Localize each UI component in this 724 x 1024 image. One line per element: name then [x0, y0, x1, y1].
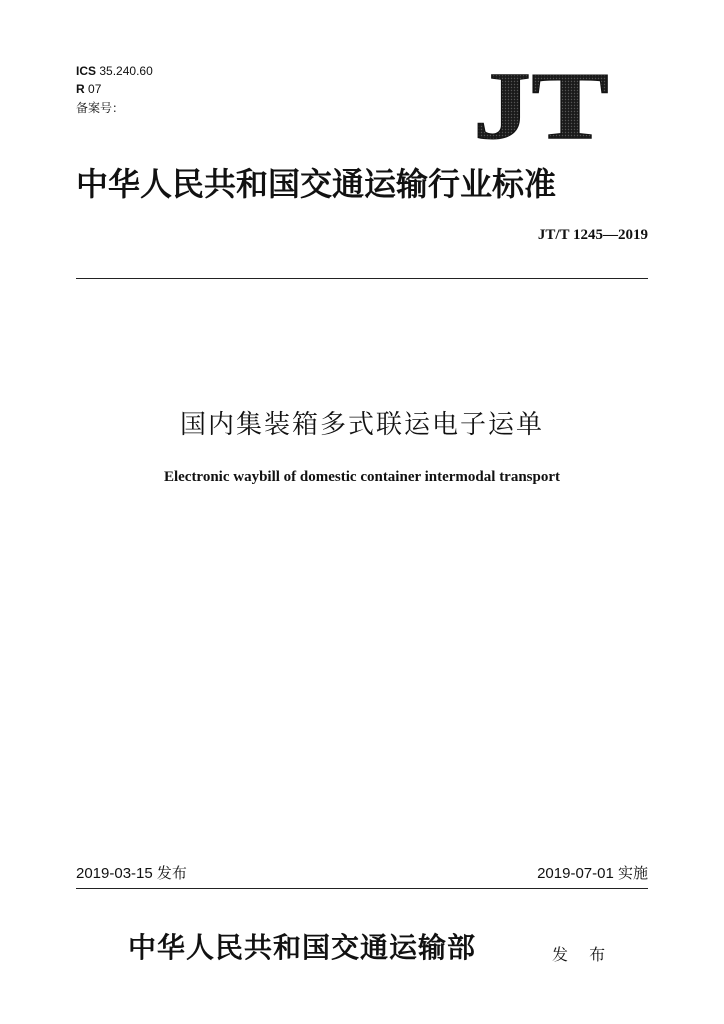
publish-label: 发 布 [552, 945, 614, 964]
record-label: 备案号： [76, 101, 125, 115]
header-divider [76, 278, 648, 279]
class-label: R [76, 82, 85, 96]
record-number [76, 101, 124, 116]
classification-code [76, 82, 101, 97]
jt-logo [471, 68, 611, 142]
ics-code [76, 64, 153, 79]
ics-value: 35.240.60 [99, 64, 153, 78]
issuer-title: 中华人民共和国交通运输行业标准 [76, 165, 557, 203]
ics-label: ICS [76, 64, 97, 78]
standard-number: JT/T 1245—2019 [537, 227, 648, 243]
standard-title-cn: 国内集装箱多式联运电子运单 [179, 410, 544, 440]
standard-title-en: Electronic waybill of domestic container intermodal transport [163, 469, 561, 485]
class-value: 07 [88, 82, 102, 96]
implementation-date: 2019-07-01 实施 [537, 865, 648, 882]
issue-date: 2019-03-15 发布 [76, 865, 187, 882]
jt-logo-text: JT [473, 68, 609, 142]
footer-divider [76, 888, 648, 889]
issuing-authority: 中华人民共和国交通运输部 [128, 931, 477, 964]
